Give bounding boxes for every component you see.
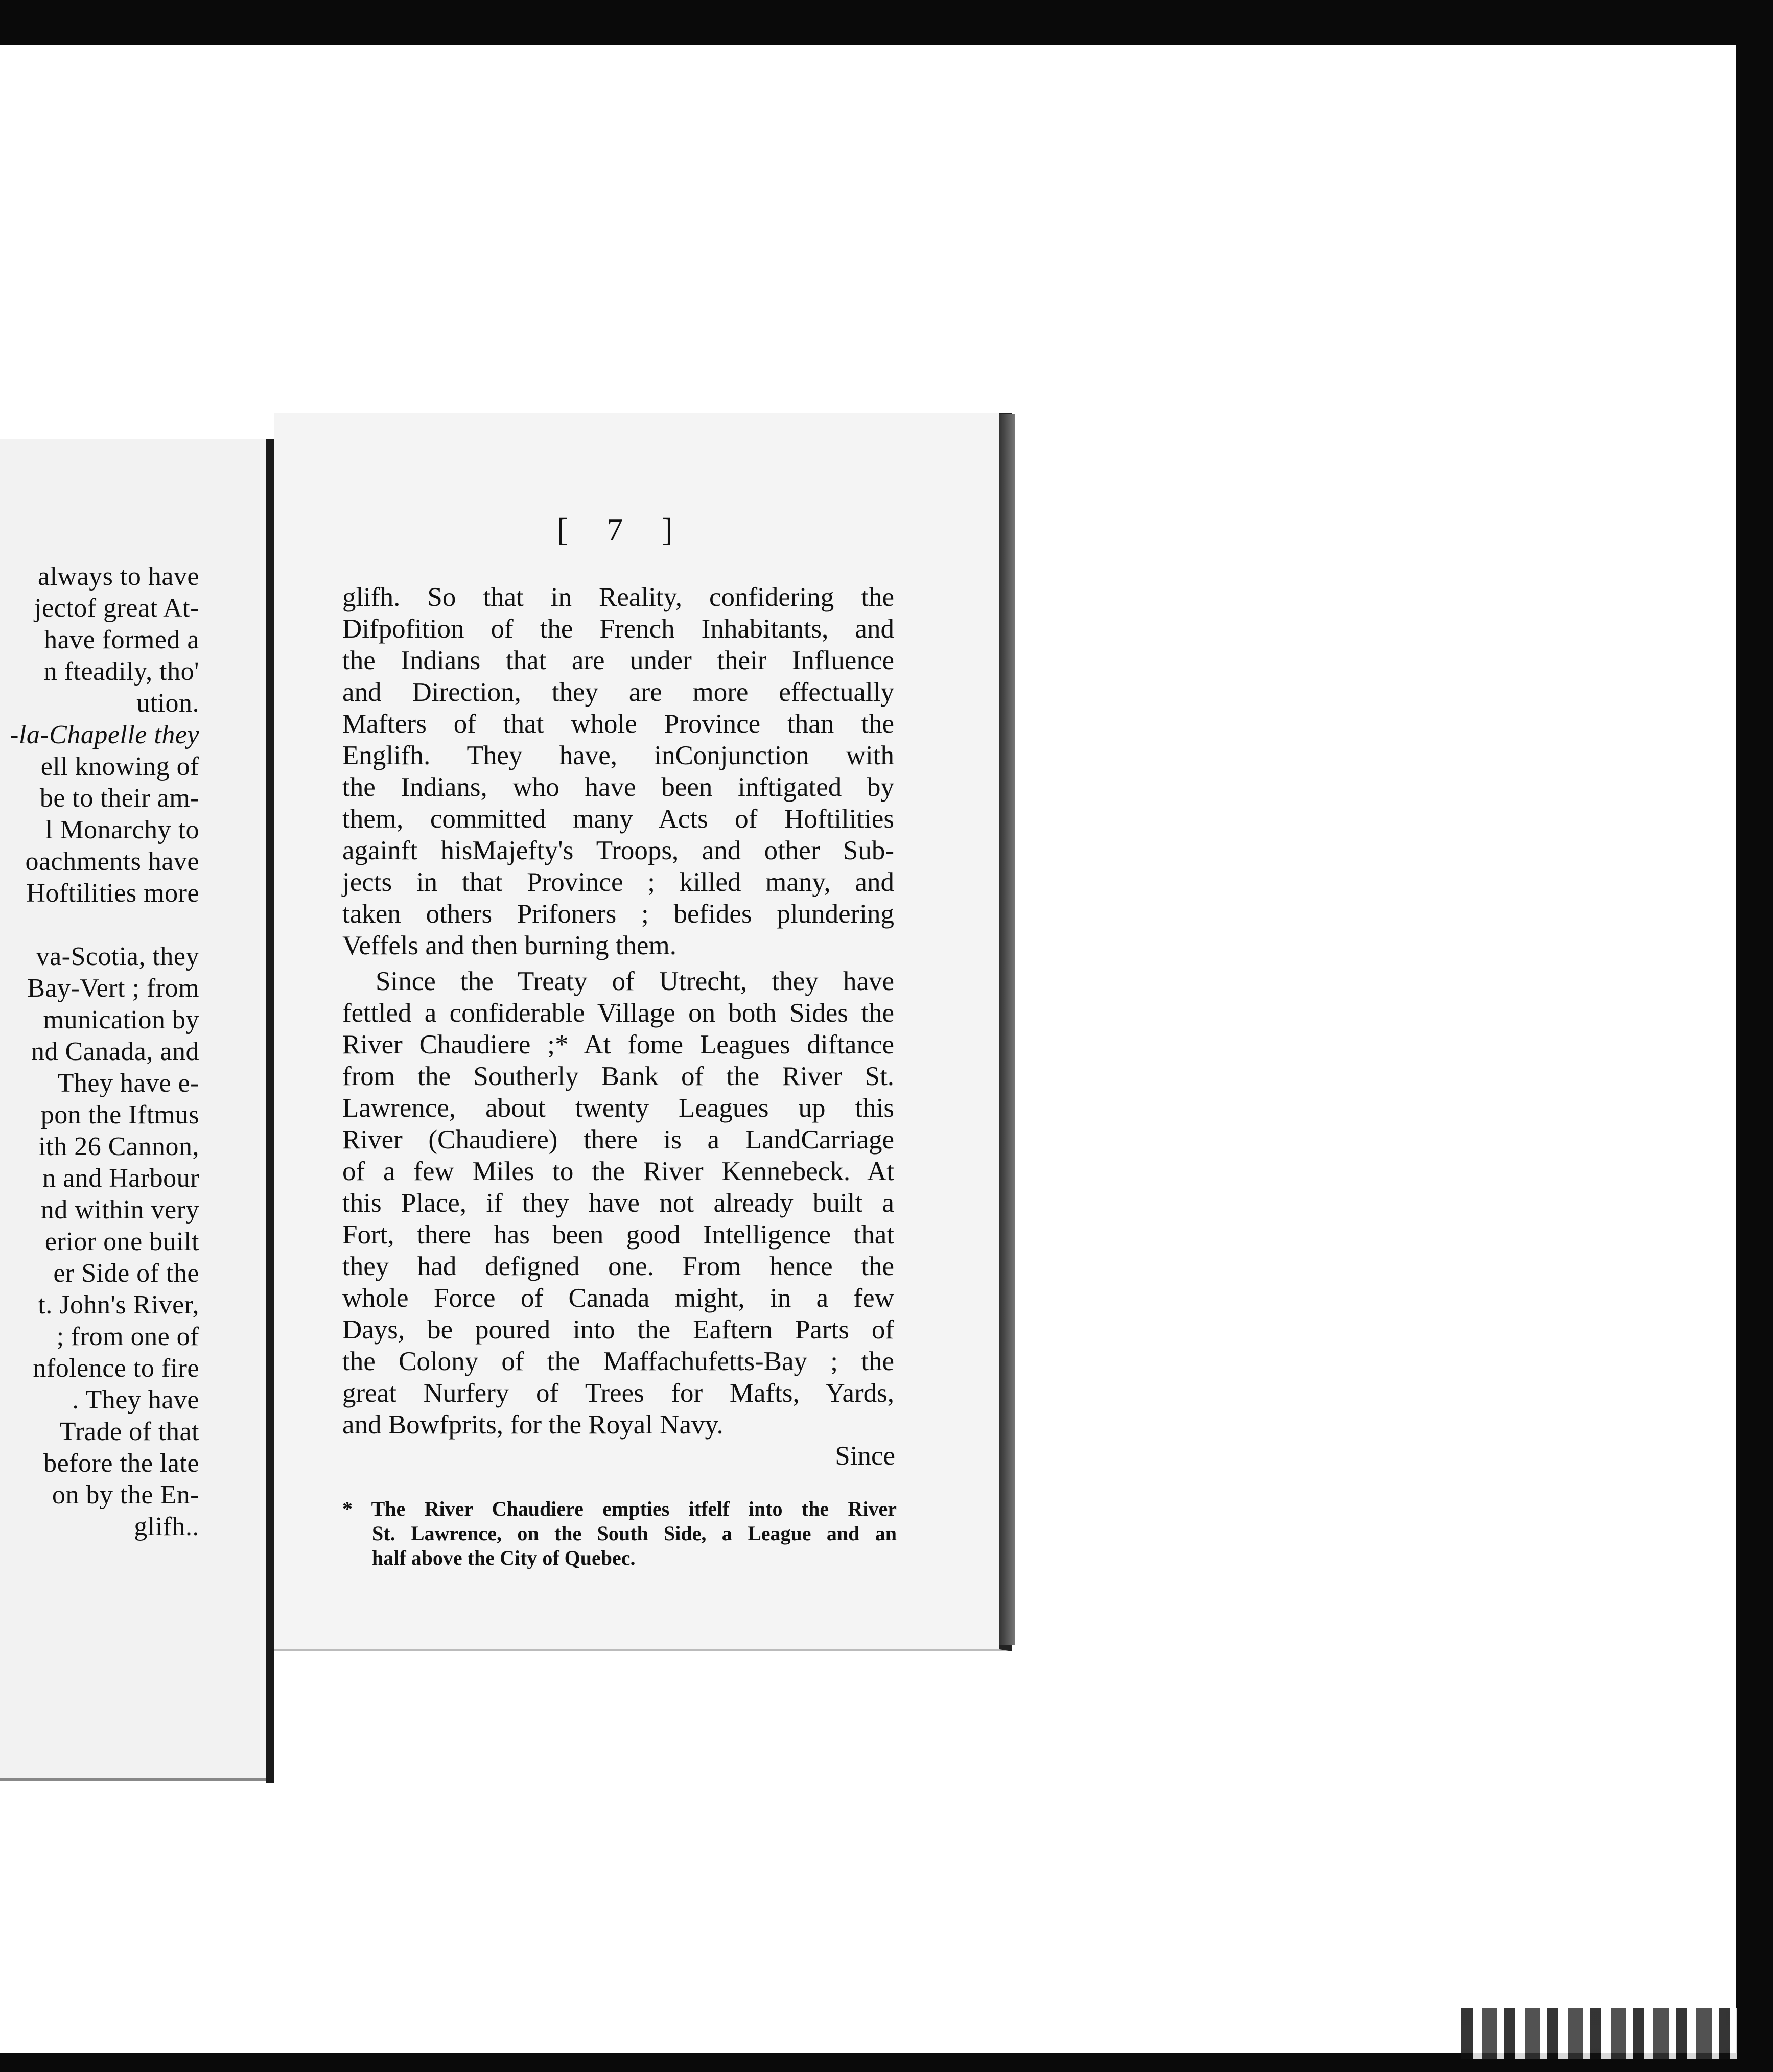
body-line: of a few Miles to the River Kennebeck. At [342, 1157, 894, 1186]
body-line: and Direction, they are more effectually [342, 677, 894, 707]
left-line: always to have [37, 562, 199, 591]
body-line: Fort, there has been good Intelligence that [342, 1220, 894, 1250]
body-line: fettled a confiderable Village on both Sides the [342, 998, 894, 1028]
body-line: and Bowfprits, for the Royal Navy. [342, 1410, 724, 1440]
scanner-bottom-smudge [1461, 2008, 1737, 2059]
left-line: Hoftilities more [26, 879, 199, 908]
body-line: great Nurfery of Trees for Mafts, Yards, [342, 1378, 894, 1408]
body-line: the Indians, who have been inftigated by [342, 772, 894, 802]
body-line: River (Chaudiere) there is a LandCarriage [342, 1125, 894, 1155]
left-line: Trade of that [59, 1417, 199, 1446]
left-line: n fteadily, tho' [43, 657, 199, 686]
body-line: Lawrence, about twenty Leagues up this [342, 1093, 894, 1123]
body-line: againft hisMajefty's Troops, and other Sub- [342, 836, 894, 865]
body-line: glifh. So that in Reality, confidering the [342, 582, 894, 612]
left-line: nfolence to fire [33, 1354, 199, 1383]
left-line: ution. [136, 689, 199, 718]
left-line: have formed a [44, 625, 199, 654]
left-line: be to their am- [39, 784, 199, 813]
left-line: t. John's River, [38, 1290, 199, 1320]
body-line: River Chaudiere ;* At fome Leagues diftance [342, 1030, 894, 1059]
body-line: this Place, if they have not already built a [342, 1188, 894, 1218]
body-line: them, committed many Acts of Hoftilities [342, 804, 894, 834]
footnote-line: St. Lawrence, on the South Side, a League and an [372, 1522, 897, 1545]
catchword: Since [835, 1441, 895, 1471]
left-line: on by the En- [52, 1480, 199, 1510]
left-line: -la-Chapelle they [10, 720, 199, 749]
body-line: Difpofition of the French Inhabitants, and [342, 614, 894, 644]
body-line: they had defigned one. From hence the [342, 1252, 894, 1281]
body-line: the Colony of the Maffachufetts-Bay ; the [342, 1347, 894, 1376]
body-line: from the Southerly Bank of the River St. [342, 1062, 894, 1091]
page-number: [ 7 ] [557, 511, 688, 548]
scanner-top-border [0, 0, 1773, 45]
left-line: l Monarchy to [45, 815, 199, 844]
body-line: taken others Prifoners ; befides plundering [342, 899, 894, 929]
left-line: jectof great At- [34, 594, 199, 623]
left-line: before the late [43, 1449, 199, 1478]
left-line: nd within very [40, 1195, 199, 1225]
body-line: jects in that Province ; killed many, and [342, 867, 894, 897]
left-line: nd Canada, and [31, 1037, 199, 1066]
footnote-line: half above the City of Quebec. [372, 1546, 636, 1569]
body-line: Englifh. They have, inConjunction with [342, 741, 894, 770]
body-line: Veffels and then burning them. [342, 931, 677, 960]
left-line: oachments have [25, 847, 199, 876]
body-line: the Indians that are under their Influence [342, 646, 894, 675]
left-line: ell knowing of [40, 752, 199, 781]
left-line: va-Scotia, they [36, 942, 199, 971]
left-line: n and Harbour [42, 1164, 199, 1193]
footnote-line: * The River Chaudiere empties itfelf into the River [342, 1497, 897, 1520]
left-line: ith 26 Cannon, [38, 1132, 199, 1161]
left-line: ; from one of [56, 1322, 199, 1351]
left-line: pon the Iftmus [40, 1100, 199, 1129]
body-line: Mafters of that whole Province than the [342, 709, 894, 739]
left-line: glifh.. [134, 1512, 199, 1541]
left-line: er Side of the [53, 1259, 199, 1288]
left-line: . They have [72, 1385, 199, 1415]
left-line: They have e- [57, 1069, 199, 1098]
left-line: erior one built [44, 1227, 199, 1256]
body-line: whole Force of Canada might, in a few [342, 1283, 894, 1313]
left-line: Bay-Vert ; from [27, 974, 199, 1003]
page-edge-shadow [999, 414, 1015, 1645]
book-gutter [266, 439, 274, 1783]
left-line: munication by [43, 1005, 199, 1034]
body-line: Days, be poured into the Eaftern Parts of [342, 1315, 894, 1345]
body-line: Since the Treaty of Utrecht, they have [376, 967, 894, 996]
scanner-right-border [1736, 0, 1773, 2072]
